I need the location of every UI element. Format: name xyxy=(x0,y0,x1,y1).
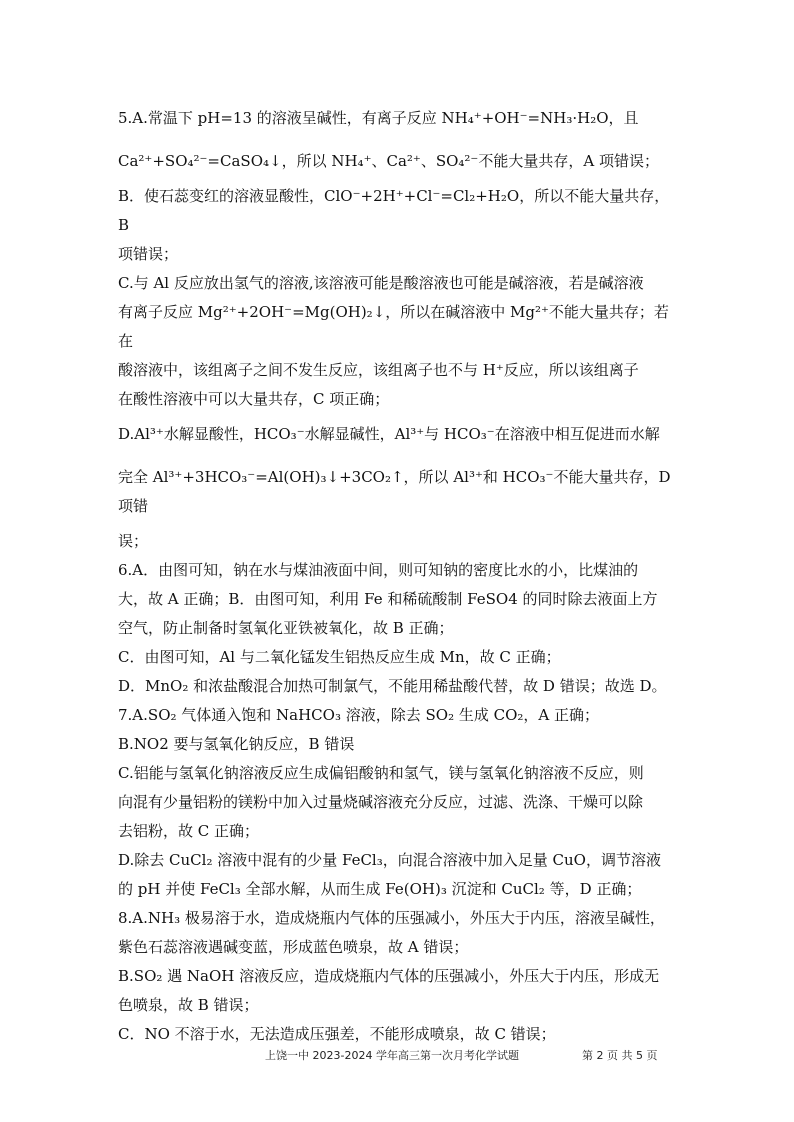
text-line: 酸溶液中，该组离子之间不发生反应，该组离子也不与 H⁺反应，所以该组离子 xyxy=(118,361,639,379)
text-line: 项错误； xyxy=(118,245,179,263)
text-line: B．使石蕊变红的溶液显酸性，ClO⁻+2H⁺+Cl⁻=Cl₂+H₂O，所以不能大量共存，B xyxy=(118,187,670,234)
text-line: 去铝粉，故 C 正确； xyxy=(118,822,260,840)
text-line: D.Al³⁺水解显酸性，HCO₃⁻水解显碱性，Al³⁺与 HCO₃⁻在溶液中相互促进而水解 xyxy=(118,425,660,443)
text-line: 5.A.常温下 pH=13 的溶液呈碱性，有离子反应 NH₄⁺+OH⁻=NH₃·H₂O，且 xyxy=(118,109,639,127)
text-line: C.与 Al 反应放出氢气的溶液,该溶液可能是酸溶液也可能是碱溶液，若是碱溶液 xyxy=(118,274,644,292)
text-line: C．由图可知，Al 与二氧化锰发生铝热反应生成 Mn，故 C 正确； xyxy=(118,648,561,666)
text-line: 大，故 A 正确；B．由图可知，利用 Fe 和稀硫酸制 FeSO4 的同时除去液面上方 xyxy=(118,590,658,608)
text-line: B.SO₂ 遇 NaOH 溶液反应，造成烧瓶内气体的压强减小，外压大于内压，形成无 xyxy=(118,967,660,985)
text-line: C.铝能与氢氧化钠溶液反应生成偏铝酸钠和氢气，镁与氢氧化钠溶液不反应，则 xyxy=(118,764,644,782)
text-line: 的 pH 并使 FeCl₃ 全部水解，从而生成 Fe(OH)₃ 沉淀和 CuCl₂ 等，D 正确； xyxy=(118,880,642,898)
text-line: 空气，防止制备时氢氧化亚铁被氧化，故 B 正确； xyxy=(118,619,454,637)
text-line: 有离子反应 Mg²⁺+2OH⁻=Mg(OH)₂↓，所以在碱溶液中 Mg²⁺不能大量共存；若在 xyxy=(118,303,669,350)
text-line: 8.A.NH₃ 极易溶于水，造成烧瓶内气体的压强减小，外压大于内压，溶液呈碱性， xyxy=(118,909,665,927)
text-line: 向混有少量铝粉的镁粉中加入过量烧碱溶液充分反应，过滤、洗涤、干燥可以除 xyxy=(118,793,644,811)
page-number: 第 2 页 共 5 页 xyxy=(582,1049,658,1062)
answer-explanations xyxy=(118,104,678,1049)
footer-title: 上饶一中 2023-2024 学年高三第一次月考化学试题 xyxy=(265,1049,519,1062)
text-line: Ca²⁺+SO₄²⁻=CaSO₄↓，所以 NH₄⁺、Ca²⁺、SO₄²⁻不能大量共存，A 项错误； xyxy=(118,152,659,170)
text-line: 色喷泉，故 B 错误； xyxy=(118,996,259,1014)
text-line: D.除去 CuCl₂ 溶液中混有的少量 FeCl₃，向混合溶液中加入足量 CuO，调节溶液 xyxy=(118,851,661,869)
text-line: 在酸性溶液中可以大量共存，C 项正确； xyxy=(118,390,390,408)
text-line: 6.A．由图可知，钠在水与煤油液面中间，则可知钠的密度比水的小，比煤油的 xyxy=(118,561,639,579)
text-line: 误； xyxy=(118,532,149,550)
text-line: B.NO2 要与氢氧化钠反应，B 错误 xyxy=(118,735,355,753)
text-line: 紫色石蕊溶液遇碱变蓝，形成蓝色喷泉，故 A 错误； xyxy=(118,938,469,956)
text-line: D．MnO₂ 和浓盐酸混合加热可制氯气，不能用稀盐酸代替，故 D 错误；故选 D。 xyxy=(118,677,667,695)
text-line: C．NO 不溶于水，无法造成压强差，不能形成喷泉，故 C 错误； xyxy=(118,1025,556,1043)
text-line: 完全 Al³⁺+3HCO₃⁻=Al(OH)₃↓+3CO₂↑，所以 Al³⁺和 HCO₃⁻不能大量共存，D 项错 xyxy=(118,468,671,515)
text-line: 7.A.SO₂ 气体通入饱和 NaHCO₃ 溶液，除去 SO₂ 生成 CO₂，A 正确； xyxy=(118,706,600,724)
